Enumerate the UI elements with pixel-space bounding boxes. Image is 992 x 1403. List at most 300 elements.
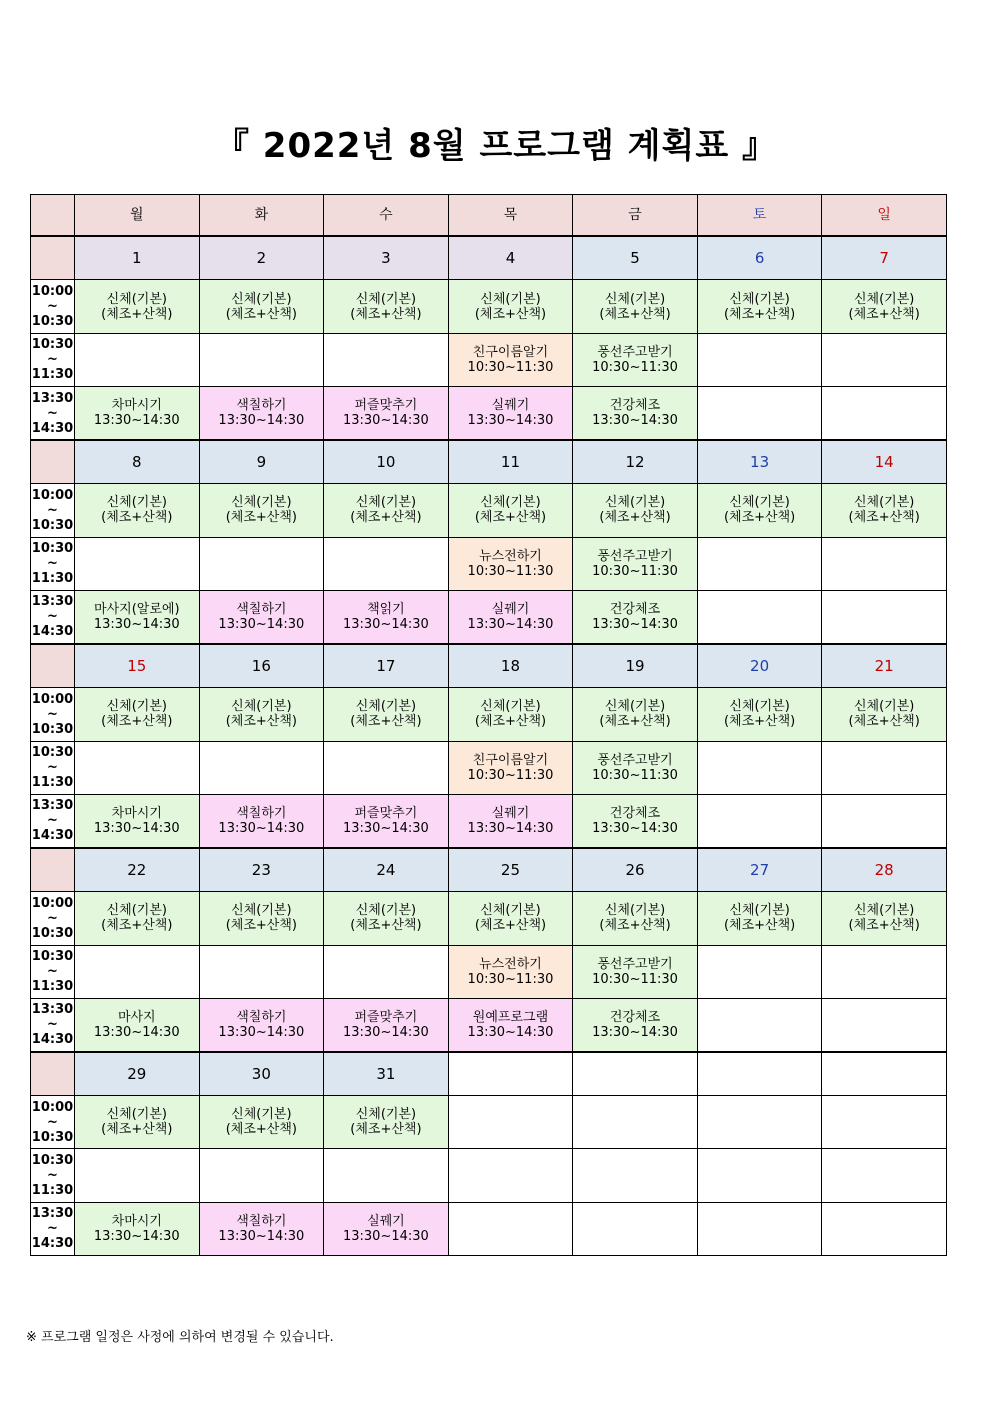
activity-detail: 13:30~14:30	[342, 616, 429, 632]
date-cell: 18	[448, 644, 573, 688]
activity-cell	[448, 333, 573, 386]
time-label-part: 13:30	[31, 1206, 74, 1222]
time-label-part: ~	[47, 352, 58, 368]
time-label	[31, 1149, 75, 1202]
activity-cell	[448, 1149, 573, 1202]
time-slot-row	[31, 794, 947, 848]
activity-detail: (체조+산책)	[474, 714, 547, 730]
time-label-part: 10:00	[31, 487, 74, 503]
date-cell: 10	[324, 440, 449, 484]
time-label-part: 10:30	[31, 745, 74, 761]
date-row	[31, 848, 947, 892]
activity-name: 신체(기본)	[231, 699, 292, 715]
activity-cell	[822, 386, 947, 440]
date-cell	[697, 1052, 822, 1096]
date-cell: 16	[199, 644, 324, 688]
date-cell	[822, 1052, 947, 1096]
activity-name: 신체(기본)	[355, 495, 417, 511]
activity-name: 풍선주고받기	[597, 548, 673, 564]
time-label-part: 10:00	[31, 691, 74, 707]
activity-cell	[199, 333, 324, 386]
time-label	[31, 484, 75, 537]
activity-name: 신체(기본)	[604, 495, 666, 511]
date-cell: 21	[822, 644, 947, 688]
activity-detail: 13:30~14:30	[467, 820, 554, 836]
activity-cell	[199, 794, 324, 848]
activity-name: 신체(기본)	[729, 903, 790, 919]
date-cell: 28	[822, 848, 947, 892]
activity-name: 신체(기본)	[106, 495, 167, 511]
time-label-part: 10:30	[31, 337, 74, 353]
date-cell: 2	[199, 236, 324, 280]
activity-cell	[448, 386, 573, 440]
time-slot-row	[31, 537, 947, 590]
time-label-part: 10:00	[31, 284, 74, 300]
time-label	[31, 998, 75, 1052]
activity-cell	[324, 892, 449, 945]
time-label-part: 14:30	[31, 420, 74, 436]
date-row	[31, 236, 947, 280]
time-label-part: 10:30	[31, 1153, 74, 1169]
activity-detail: (체조+산책)	[225, 510, 297, 526]
time-slot-row	[31, 998, 947, 1052]
activity-cell	[199, 998, 324, 1052]
time-label	[31, 892, 75, 945]
activity-cell	[324, 741, 449, 794]
time-label-part: 14:30	[31, 1236, 74, 1252]
date-cell: 4	[448, 236, 573, 280]
time-label-part: 13:30	[31, 594, 74, 610]
date-cell: 3	[324, 236, 449, 280]
time-label-part: 14:30	[31, 624, 74, 640]
time-label-part: 10:30	[31, 949, 74, 965]
activity-cell	[75, 386, 200, 440]
activity-cell	[822, 590, 947, 644]
time-slot-row	[31, 688, 947, 741]
activity-cell	[199, 280, 324, 333]
time-slot-row	[31, 484, 947, 537]
activity-detail: (체조+산책)	[101, 918, 173, 934]
activity-cell	[697, 945, 822, 998]
activity-cell	[324, 280, 449, 333]
activity-detail: (체조+산책)	[225, 918, 297, 934]
activity-cell	[448, 1096, 573, 1149]
activity-detail: (체조+산책)	[599, 714, 671, 730]
date-row-corner	[31, 1052, 75, 1096]
activity-name: 색칠하기	[236, 1009, 287, 1025]
activity-cell	[448, 1202, 573, 1255]
activity-name: 신체(기본)	[355, 699, 417, 715]
activity-name: 신체(기본)	[604, 291, 666, 307]
activity-detail: 13:30~14:30	[592, 820, 678, 836]
activity-detail: (체조+산책)	[101, 1122, 173, 1138]
time-label-part: ~	[47, 964, 58, 980]
activity-cell	[199, 741, 324, 794]
activity-cell	[324, 945, 449, 998]
activity-detail: (체조+산책)	[225, 1122, 297, 1138]
activity-cell	[697, 741, 822, 794]
activity-cell	[324, 386, 449, 440]
activity-name: 신체(기본)	[355, 291, 417, 307]
activity-name: 실꿰기	[367, 1213, 405, 1229]
activity-cell	[448, 590, 573, 644]
activity-detail: 13:30~14:30	[218, 616, 305, 632]
time-label-part: 10:30	[31, 1129, 74, 1145]
time-label	[31, 688, 75, 741]
time-label-part: ~	[47, 556, 58, 572]
date-row-corner	[31, 236, 75, 280]
activity-name: 신체(기본)	[729, 495, 790, 511]
activity-name: 차마시기	[111, 805, 162, 821]
activity-detail: 10:30~11:30	[592, 971, 678, 987]
activity-detail: 13:30~14:30	[218, 413, 305, 429]
activity-detail: 13:30~14:30	[93, 413, 180, 429]
activity-name: 신체(기본)	[106, 903, 167, 919]
time-label-part: 10:30	[31, 721, 74, 737]
activity-cell	[573, 998, 698, 1052]
activity-detail: (체조+산책)	[723, 918, 796, 934]
time-label-part: 13:30	[31, 1002, 74, 1018]
activity-cell	[822, 945, 947, 998]
activity-cell	[75, 1096, 200, 1149]
activity-detail: 13:30~14:30	[342, 820, 429, 836]
time-label	[31, 590, 75, 644]
date-row-corner	[31, 848, 75, 892]
activity-name: 색칠하기	[236, 601, 287, 617]
activity-cell	[324, 1202, 449, 1255]
footnote: ※ 프로그램 일정은 사정에 의하여 변경될 수 있습니다.	[26, 1330, 334, 1345]
activity-cell	[822, 537, 947, 590]
activity-name: 마사지(알로에)	[94, 601, 180, 617]
activity-cell	[822, 794, 947, 848]
time-label-part: 10:30	[31, 517, 74, 533]
activity-cell	[573, 741, 698, 794]
time-label-part: 10:30	[31, 314, 74, 330]
activity-cell	[697, 537, 822, 590]
activity-cell	[324, 998, 449, 1052]
date-cell: 9	[199, 440, 324, 484]
date-row	[31, 1052, 947, 1096]
time-label-part: ~	[47, 1017, 58, 1033]
time-label-part: 10:00	[31, 1099, 74, 1115]
time-label-part: ~	[47, 760, 58, 776]
date-cell: 6	[697, 236, 822, 280]
activity-cell	[822, 1096, 947, 1149]
time-slot-row	[31, 386, 947, 440]
activity-cell	[697, 1202, 822, 1255]
time-label	[31, 945, 75, 998]
activity-detail: 13:30~14:30	[218, 1024, 305, 1040]
activity-detail: 13:30~14:30	[342, 1024, 429, 1040]
time-label	[31, 1096, 75, 1149]
activity-cell	[324, 1149, 449, 1202]
date-cell: 23	[199, 848, 324, 892]
activity-name: 퍼즐맞추기	[354, 1009, 418, 1025]
activity-detail: (체조+산책)	[101, 714, 173, 730]
activity-cell	[573, 688, 698, 741]
time-slot-row	[31, 741, 947, 794]
time-label	[31, 537, 75, 590]
activity-detail: 13:30~14:30	[592, 1024, 678, 1040]
date-cell: 17	[324, 644, 449, 688]
time-label-part: 11:30	[31, 1183, 74, 1199]
date-cell: 22	[75, 848, 200, 892]
time-label-part: ~	[47, 706, 58, 722]
activity-name: 친구이름알기	[472, 752, 549, 768]
weekday-thu: 목	[448, 195, 573, 237]
activity-cell	[822, 1149, 947, 1202]
activity-detail: 13:30~14:30	[218, 1228, 305, 1244]
schedule-body	[31, 195, 947, 1256]
activity-name: 신체(기본)	[480, 495, 541, 511]
activity-cell	[75, 998, 200, 1052]
activity-name: 색칠하기	[236, 398, 287, 414]
activity-cell	[199, 1149, 324, 1202]
activity-detail: (체조+산책)	[848, 918, 920, 934]
activity-cell	[822, 892, 947, 945]
weekday-mon: 월	[75, 195, 200, 237]
time-label	[31, 280, 75, 333]
activity-cell	[448, 688, 573, 741]
activity-cell	[324, 590, 449, 644]
activity-name: 신체(기본)	[604, 699, 666, 715]
activity-cell	[75, 280, 200, 333]
time-label-part: ~	[47, 1221, 58, 1237]
activity-detail: 10:30~11:30	[592, 563, 678, 579]
date-row-corner	[31, 440, 75, 484]
activity-detail: (체조+산책)	[474, 510, 547, 526]
time-label-part: 11:30	[31, 979, 74, 995]
time-label-part: 14:30	[31, 828, 74, 844]
time-label-part: ~	[47, 1114, 58, 1130]
date-cell: 11	[448, 440, 573, 484]
activity-cell	[199, 1202, 324, 1255]
activity-cell	[448, 794, 573, 848]
activity-cell	[697, 1149, 822, 1202]
activity-detail: (체조+산책)	[225, 306, 297, 322]
weekday-tue: 화	[199, 195, 324, 237]
activity-detail: 13:30~14:30	[93, 1024, 180, 1040]
activity-detail: (체조+산책)	[350, 1122, 422, 1138]
time-label-part: ~	[47, 405, 58, 421]
date-cell: 1	[75, 236, 200, 280]
date-cell: 29	[75, 1052, 200, 1096]
activity-detail: 13:30~14:30	[467, 1024, 554, 1040]
activity-name: 신체(기본)	[480, 291, 541, 307]
time-label-part: 14:30	[31, 1032, 74, 1048]
activity-name: 색칠하기	[236, 805, 287, 821]
activity-detail: 10:30~11:30	[467, 971, 554, 987]
activity-name: 신체(기본)	[106, 1107, 167, 1123]
activity-name: 차마시기	[111, 398, 162, 414]
activity-name: 신체(기본)	[231, 495, 292, 511]
time-label-part: 11:30	[31, 775, 74, 791]
time-label-part: 13:30	[31, 798, 74, 814]
activity-detail: (체조+산책)	[599, 306, 671, 322]
activity-detail: (체조+산책)	[350, 510, 422, 526]
weekday-sat: 토	[697, 195, 822, 237]
activity-cell	[697, 280, 822, 333]
activity-detail: 13:30~14:30	[467, 413, 554, 429]
activity-detail: (체조+산책)	[723, 306, 796, 322]
activity-name: 신체(기본)	[480, 903, 541, 919]
time-label-part: ~	[47, 910, 58, 926]
activity-detail: 13:30~14:30	[218, 820, 305, 836]
time-label-part: 10:00	[31, 895, 74, 911]
activity-name: 퍼즐맞추기	[354, 398, 418, 414]
page-title: 『 2022년 8월 프로그램 계획표 』	[214, 126, 778, 166]
activity-cell	[822, 998, 947, 1052]
activity-name: 건강체조	[609, 601, 661, 617]
time-label	[31, 741, 75, 794]
activity-detail: (체조+산책)	[225, 714, 297, 730]
activity-name: 신체(기본)	[231, 291, 292, 307]
activity-detail: 10:30~11:30	[467, 359, 554, 375]
activity-cell	[822, 333, 947, 386]
activity-cell	[573, 590, 698, 644]
activity-cell	[324, 1096, 449, 1149]
weekday-header-row	[31, 195, 947, 237]
activity-name: 마사지	[117, 1009, 156, 1025]
time-label-part: 13:30	[31, 390, 74, 406]
activity-cell	[75, 1149, 200, 1202]
activity-detail: (체조+산책)	[848, 714, 920, 730]
activity-cell	[573, 386, 698, 440]
activity-cell	[573, 537, 698, 590]
time-label-part: ~	[47, 609, 58, 625]
activity-cell	[697, 794, 822, 848]
activity-name: 원예프로그램	[472, 1009, 549, 1025]
activity-cell	[573, 333, 698, 386]
activity-cell	[324, 794, 449, 848]
activity-name: 신체(기본)	[853, 291, 915, 307]
weekday-fri: 금	[573, 195, 698, 237]
activity-cell	[697, 386, 822, 440]
time-slot-row	[31, 280, 947, 333]
activity-name: 실꿰기	[491, 601, 530, 617]
activity-cell	[573, 794, 698, 848]
activity-detail: 13:30~14:30	[342, 413, 429, 429]
time-slot-row	[31, 333, 947, 386]
time-slot-row	[31, 1149, 947, 1202]
date-cell: 19	[573, 644, 698, 688]
activity-name: 신체(기본)	[355, 903, 417, 919]
activity-name: 책읽기	[367, 601, 405, 617]
activity-detail: (체조+산책)	[599, 510, 671, 526]
activity-cell	[448, 484, 573, 537]
activity-cell	[573, 1096, 698, 1149]
activity-cell	[75, 688, 200, 741]
time-label	[31, 1202, 75, 1255]
activity-name: 건강체조	[609, 1009, 661, 1025]
activity-name: 풍선주고받기	[597, 956, 673, 972]
activity-name: 친구이름알기	[472, 344, 549, 360]
activity-cell	[75, 741, 200, 794]
time-slot-row	[31, 945, 947, 998]
activity-detail: 13:30~14:30	[592, 616, 678, 632]
activity-cell	[573, 892, 698, 945]
weekday-sun: 일	[822, 195, 947, 237]
activity-name: 신체(기본)	[106, 699, 167, 715]
activity-name: 신체(기본)	[853, 495, 915, 511]
header-corner	[31, 195, 75, 237]
activity-name: 건강체조	[609, 805, 661, 821]
activity-cell	[822, 741, 947, 794]
time-label	[31, 794, 75, 848]
activity-detail: (체조+산책)	[350, 918, 422, 934]
activity-cell	[697, 688, 822, 741]
activity-name: 신체(기본)	[480, 699, 541, 715]
activity-detail: 10:30~11:30	[467, 767, 554, 783]
activity-cell	[697, 333, 822, 386]
activity-name: 신체(기본)	[853, 903, 915, 919]
activity-name: 뉴스전하기	[479, 548, 542, 564]
date-cell: 30	[199, 1052, 324, 1096]
activity-cell	[697, 484, 822, 537]
date-cell: 25	[448, 848, 573, 892]
activity-cell	[75, 333, 200, 386]
date-cell: 26	[573, 848, 698, 892]
date-cell: 24	[324, 848, 449, 892]
activity-detail: 10:30~11:30	[467, 563, 554, 579]
date-cell: 14	[822, 440, 947, 484]
date-row	[31, 644, 947, 688]
activity-name: 차마시기	[111, 1213, 162, 1229]
activity-cell	[573, 280, 698, 333]
activity-name: 신체(기본)	[106, 291, 167, 307]
activity-detail: (체조+산책)	[350, 714, 422, 730]
activity-cell	[573, 484, 698, 537]
activity-detail: (체조+산책)	[474, 306, 547, 322]
date-cell	[448, 1052, 573, 1096]
time-label-part: 10:30	[31, 541, 74, 557]
activity-detail: (체조+산책)	[723, 510, 796, 526]
activity-detail: (체조+산책)	[599, 918, 671, 934]
activity-detail: 13:30~14:30	[93, 616, 180, 632]
activity-cell	[697, 892, 822, 945]
date-cell	[573, 1052, 698, 1096]
activity-cell	[199, 1096, 324, 1149]
activity-name: 신체(기본)	[729, 699, 790, 715]
activity-detail: (체조+산책)	[101, 510, 173, 526]
activity-name: 신체(기본)	[853, 699, 915, 715]
activity-cell	[75, 537, 200, 590]
activity-detail: 13:30~14:30	[342, 1228, 429, 1244]
activity-name: 실꿰기	[491, 398, 530, 414]
time-label-part: ~	[47, 813, 58, 829]
schedule-table	[30, 194, 947, 1256]
activity-cell	[697, 998, 822, 1052]
activity-cell	[75, 484, 200, 537]
activity-detail: (체조+산책)	[474, 918, 547, 934]
time-label-part: ~	[47, 1168, 58, 1184]
activity-name: 신체(기본)	[355, 1107, 417, 1123]
activity-cell	[75, 590, 200, 644]
activity-detail: 10:30~11:30	[592, 767, 678, 783]
date-cell: 31	[324, 1052, 449, 1096]
activity-cell	[448, 998, 573, 1052]
activity-cell	[573, 1149, 698, 1202]
date-cell: 20	[697, 644, 822, 688]
time-slot-row	[31, 1096, 947, 1149]
time-label	[31, 333, 75, 386]
activity-cell	[199, 484, 324, 537]
activity-cell	[199, 537, 324, 590]
date-row-corner	[31, 644, 75, 688]
activity-cell	[324, 688, 449, 741]
date-cell: 15	[75, 644, 200, 688]
time-label-part: 10:30	[31, 925, 74, 941]
